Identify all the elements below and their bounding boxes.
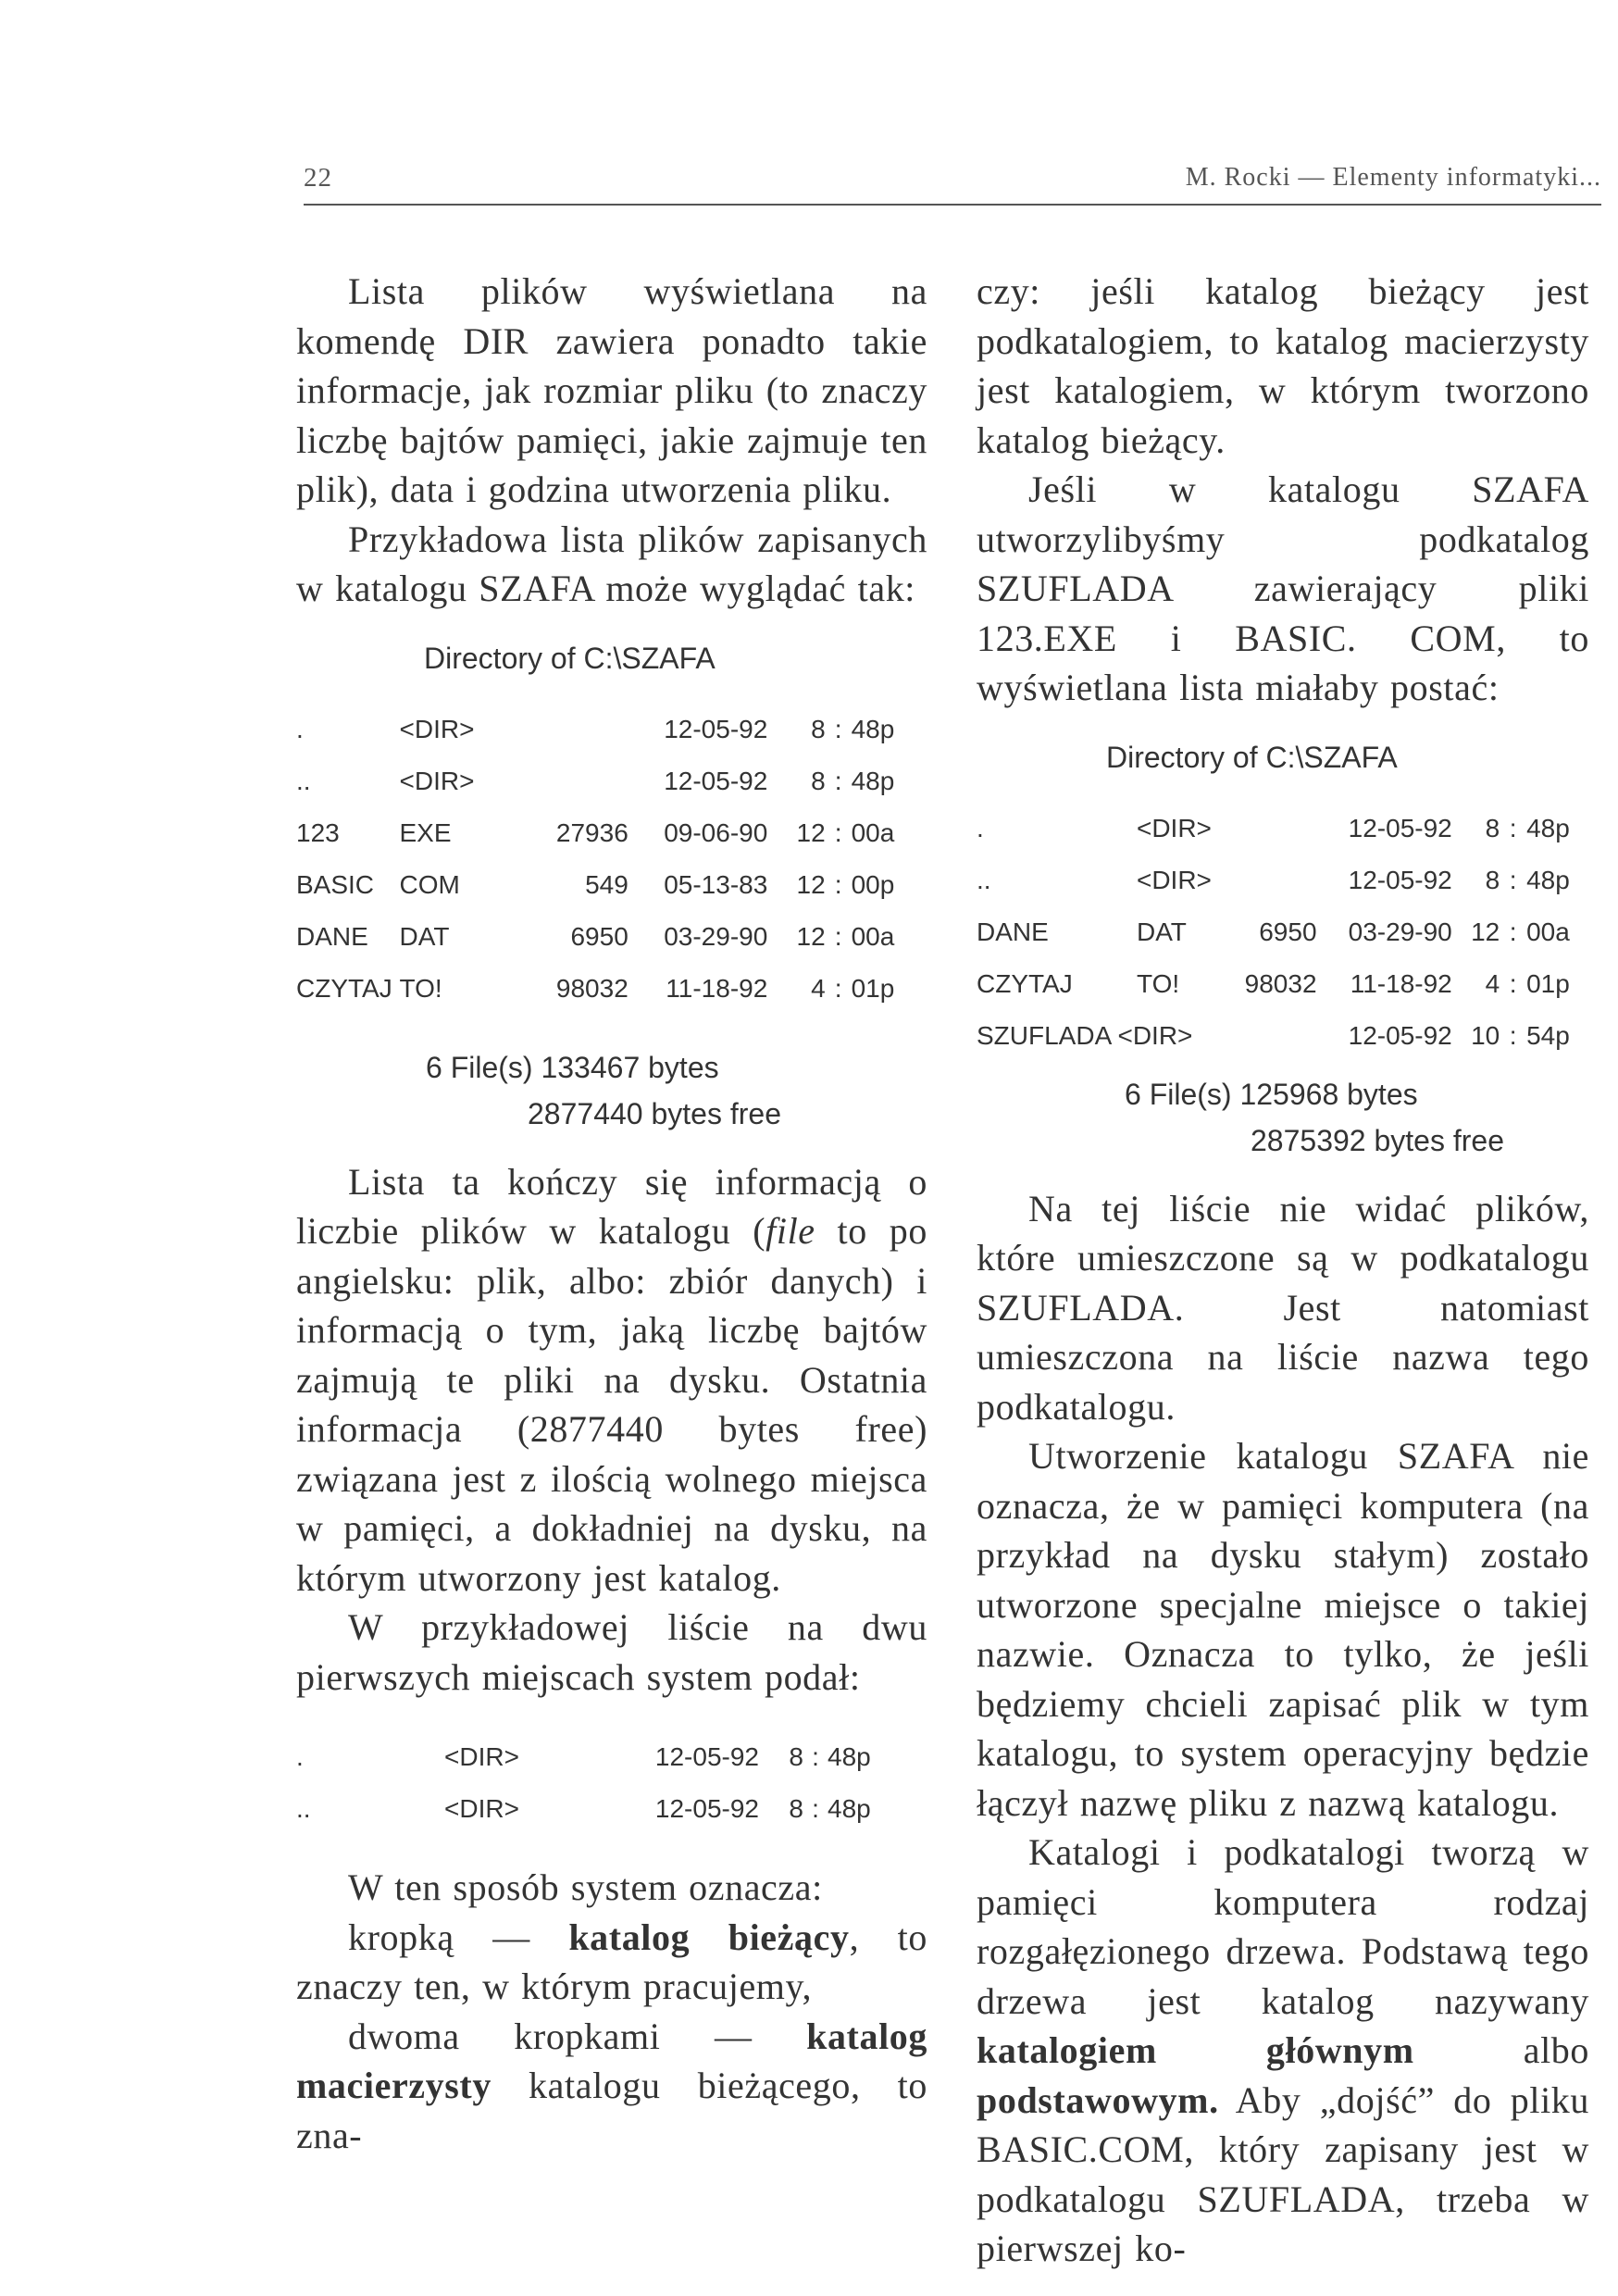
file-minute: 01p bbox=[1526, 968, 1570, 998]
file-minute: 00a bbox=[851, 817, 895, 847]
listing-summary bbox=[296, 1044, 927, 1137]
file-hour: 10 bbox=[1471, 1020, 1500, 1050]
bold-term: katalog bieżący bbox=[568, 1915, 850, 1958]
file-date: 12-05-92 bbox=[1348, 1020, 1452, 1050]
table-row bbox=[296, 1731, 909, 1783]
time-separator: : bbox=[1509, 813, 1517, 842]
file-minute: 48p bbox=[1526, 813, 1570, 842]
time-separator: : bbox=[834, 973, 842, 1003]
time-separator: : bbox=[1509, 865, 1517, 894]
file-ext: DAT bbox=[1136, 917, 1187, 946]
directory-title: Directory of C:\SZAFA bbox=[424, 641, 716, 675]
listing-summary bbox=[977, 1071, 1589, 1164]
file-date: 05-13-83 bbox=[664, 869, 768, 899]
bold-term: katalog macierzysty bbox=[296, 2015, 927, 2106]
file-date: 12-05-92 bbox=[664, 714, 768, 743]
time-separator: : bbox=[1509, 968, 1517, 998]
table-row bbox=[296, 963, 909, 1015]
file-minute: 00p bbox=[851, 869, 895, 899]
file-size: 6950 bbox=[570, 921, 629, 951]
file-minute: 54p bbox=[1526, 1020, 1570, 1050]
left-column bbox=[296, 267, 927, 2160]
file-name: .. bbox=[296, 766, 311, 795]
directory-listing bbox=[296, 704, 909, 1015]
file-size: 549 bbox=[585, 869, 629, 899]
table-row bbox=[296, 859, 909, 911]
file-ext: <DIR> bbox=[1136, 865, 1212, 894]
file-ext: <DIR> bbox=[444, 1794, 519, 1823]
file-name: BASIC bbox=[296, 869, 375, 899]
paragraph: kropką — katalog bieżący, to znaczy ten, w którym pracujemy, bbox=[296, 1915, 927, 2007]
file-hour: 8 bbox=[1485, 865, 1500, 894]
paragraph: dwoma kropkami — katalog macierzysty katalogu bieżącego, to zna- bbox=[296, 2015, 927, 2156]
file-name: SZUFLADA <DIR> bbox=[977, 1020, 1193, 1050]
file-minute: 00a bbox=[1526, 917, 1570, 946]
time-separator: : bbox=[1509, 917, 1517, 946]
file-date: 12-05-92 bbox=[654, 1794, 759, 1823]
file-minute: 48p bbox=[1526, 865, 1570, 894]
right-column bbox=[977, 267, 1589, 2274]
file-hour: 8 bbox=[789, 1794, 803, 1823]
time-separator: : bbox=[834, 869, 842, 899]
file-date: 03-29-90 bbox=[1348, 917, 1452, 946]
file-date: 09-06-90 bbox=[664, 817, 768, 847]
file-ext: EXE bbox=[399, 817, 452, 847]
bytes-free: 2877440 bytes free bbox=[528, 1096, 781, 1130]
file-ext: <DIR> bbox=[399, 766, 475, 795]
table-row bbox=[296, 1783, 909, 1835]
file-name: .. bbox=[296, 1794, 311, 1823]
file-date: 11-18-92 bbox=[666, 973, 768, 1003]
table-row bbox=[296, 704, 909, 755]
bytes-free: 2875392 bytes free bbox=[1251, 1123, 1504, 1157]
file-hour: 8 bbox=[811, 766, 826, 795]
file-size: 27936 bbox=[555, 817, 629, 847]
table-row bbox=[977, 855, 1587, 906]
file-name: . bbox=[977, 813, 984, 842]
file-hour: 8 bbox=[789, 1742, 803, 1771]
file-hour: 12 bbox=[1471, 917, 1500, 946]
time-separator: : bbox=[834, 921, 842, 951]
file-size bbox=[1214, 1010, 1316, 1062]
file-name: CZYTAJ bbox=[296, 973, 392, 1003]
file-hour: 12 bbox=[796, 921, 826, 951]
table-row bbox=[977, 958, 1587, 1010]
paragraph: Utworzenie katalogu SZAFA nie oznacza, że w pamięci komputera (na przykład na dysku stałym) zostało utworzone specjalne miejsce o takiej nazwie. Oznacza to tylko, że jeśli będziemy chcieli zapisać plik w tym katalogu, to system operacyjny będzie łączył nazwę pliku z nazwą katalogu. bbox=[977, 1435, 1589, 1824]
file-date: 12-05-92 bbox=[1348, 813, 1452, 842]
file-size bbox=[509, 755, 629, 807]
file-minute: 48p bbox=[828, 1742, 871, 1771]
bold-term: katalogiem głównym bbox=[977, 2029, 1414, 2071]
paragraph: czy: jeśli katalog bieżący jest podkatalogiem, to katalog macierzysty jest katalogiem, w którym tworzono katalog bieżący. bbox=[977, 270, 1589, 461]
file-name: . bbox=[296, 1742, 304, 1771]
file-ext: <DIR> bbox=[1136, 813, 1212, 842]
file-name: DANE bbox=[296, 921, 368, 951]
files-count: 6 File(s) 125968 bytes bbox=[1125, 1077, 1418, 1111]
file-size bbox=[1214, 803, 1316, 855]
file-minute: 48p bbox=[851, 766, 895, 795]
parent-dir-entries bbox=[296, 1731, 909, 1835]
file-ext: <DIR> bbox=[399, 714, 475, 743]
file-date: 11-18-92 bbox=[1350, 968, 1452, 998]
file-minute: 48p bbox=[828, 1794, 871, 1823]
file-hour: 12 bbox=[796, 869, 826, 899]
paragraph: W ten sposób system oznacza: bbox=[348, 1866, 823, 1908]
time-separator: : bbox=[834, 714, 842, 743]
running-title: M. Rocki — Elementy informatyki... bbox=[1185, 163, 1601, 192]
file-hour: 12 bbox=[796, 817, 826, 847]
directory-listing bbox=[977, 803, 1587, 1062]
table-row bbox=[296, 911, 909, 963]
file-ext: TO! bbox=[399, 973, 442, 1003]
file-ext: TO! bbox=[1136, 968, 1180, 998]
table-row bbox=[296, 755, 909, 807]
file-ext: COM bbox=[399, 869, 460, 899]
italic-term: file bbox=[765, 1210, 815, 1252]
paragraph: Przykładowa lista plików zapisanych w katalogu SZAFA może wyglądać tak: bbox=[296, 518, 927, 609]
files-count: 6 File(s) 133467 bytes bbox=[426, 1050, 719, 1084]
time-separator: : bbox=[834, 817, 842, 847]
file-hour: 4 bbox=[1485, 968, 1500, 998]
paragraph: Katalogi i podkatalogi tworzą w pamięci komputera rodzaj rozgałęzionego drzewa. Podstawą tego drzewa jest katalog nazywany katalogiem głównym albo podstawowym. Aby „dojść” do pliku BASIC.COM, który zapisany jest w podkatalogu SZUFLADA, trzeba w pierwszej ko- bbox=[977, 1831, 1589, 2269]
file-name: 123 bbox=[296, 817, 340, 847]
file-size: 6950 bbox=[1259, 917, 1317, 946]
file-name: . bbox=[296, 714, 304, 743]
time-separator: : bbox=[834, 766, 842, 795]
file-size: 98032 bbox=[1244, 968, 1317, 998]
file-date: 12-05-92 bbox=[664, 766, 768, 795]
file-minute: 00a bbox=[851, 921, 895, 951]
paragraph: Jeśli w katalogu SZAFA utworzylibyśmy podkatalog SZUFLADA zawierający pliki 123.EXE i BASIC. COM, to wyświetlana lista miałaby postać: bbox=[977, 468, 1589, 708]
table-row bbox=[977, 803, 1587, 855]
table-row bbox=[296, 807, 909, 859]
file-ext: DAT bbox=[399, 921, 450, 951]
directory-title: Directory of C:\SZAFA bbox=[1106, 740, 1398, 774]
table-row bbox=[977, 906, 1587, 958]
bold-term: podstawowym. bbox=[977, 2078, 1219, 2121]
file-date: 03-29-90 bbox=[664, 921, 768, 951]
file-name: DANE bbox=[977, 917, 1049, 946]
file-hour: 8 bbox=[811, 714, 826, 743]
file-date: 12-05-92 bbox=[654, 1742, 759, 1771]
time-separator: : bbox=[1509, 1020, 1517, 1050]
file-hour: 8 bbox=[1485, 813, 1500, 842]
file-date: 12-05-92 bbox=[1348, 865, 1452, 894]
file-ext: <DIR> bbox=[444, 1742, 519, 1771]
running-header bbox=[304, 163, 1601, 206]
file-minute: 01p bbox=[851, 973, 895, 1003]
file-size: 98032 bbox=[555, 973, 629, 1003]
time-separator: : bbox=[812, 1742, 819, 1771]
file-hour: 4 bbox=[811, 973, 826, 1003]
paragraph: W przykładowej liście na dwu pierwszych miejscach system podał: bbox=[296, 1606, 927, 1698]
header-rule bbox=[304, 204, 1601, 206]
file-size bbox=[509, 704, 629, 755]
page-number: 22 bbox=[304, 163, 332, 193]
paragraph: Na tej liście nie widać plików, które umieszczone są w podkatalogu SZUFLADA. Jest natomiast umieszczona na liście nazwa tego podkatalogu. bbox=[977, 1187, 1589, 1428]
table-row bbox=[977, 1010, 1587, 1062]
file-name: .. bbox=[977, 865, 991, 894]
file-size bbox=[1214, 855, 1316, 906]
paragraph: Lista plików wyświetlana na komendę DIR zawiera ponadto takie informacje, jak rozmiar pliku (to znaczy liczbę bajtów pamięci, jakie zajmuje ten plik), data i godzina utworzenia pliku. bbox=[296, 270, 927, 510]
file-minute: 48p bbox=[851, 714, 895, 743]
file-name: CZYTAJ bbox=[977, 968, 1073, 998]
time-separator: : bbox=[812, 1794, 819, 1823]
paragraph: Lista ta kończy się informacją o liczbie plików w katalogu (file to po angielsku: plik, albo: zbiór danych) i informacją o tym, jaką liczbę bajtów zajmują te pliki na dysku. Ostatnia informacja (2877440 bytes free) związana jest z ilością wolnego miejsca w pamięci, a dokładniej na dysku, na którym utworzony jest katalog. bbox=[296, 1160, 927, 1599]
